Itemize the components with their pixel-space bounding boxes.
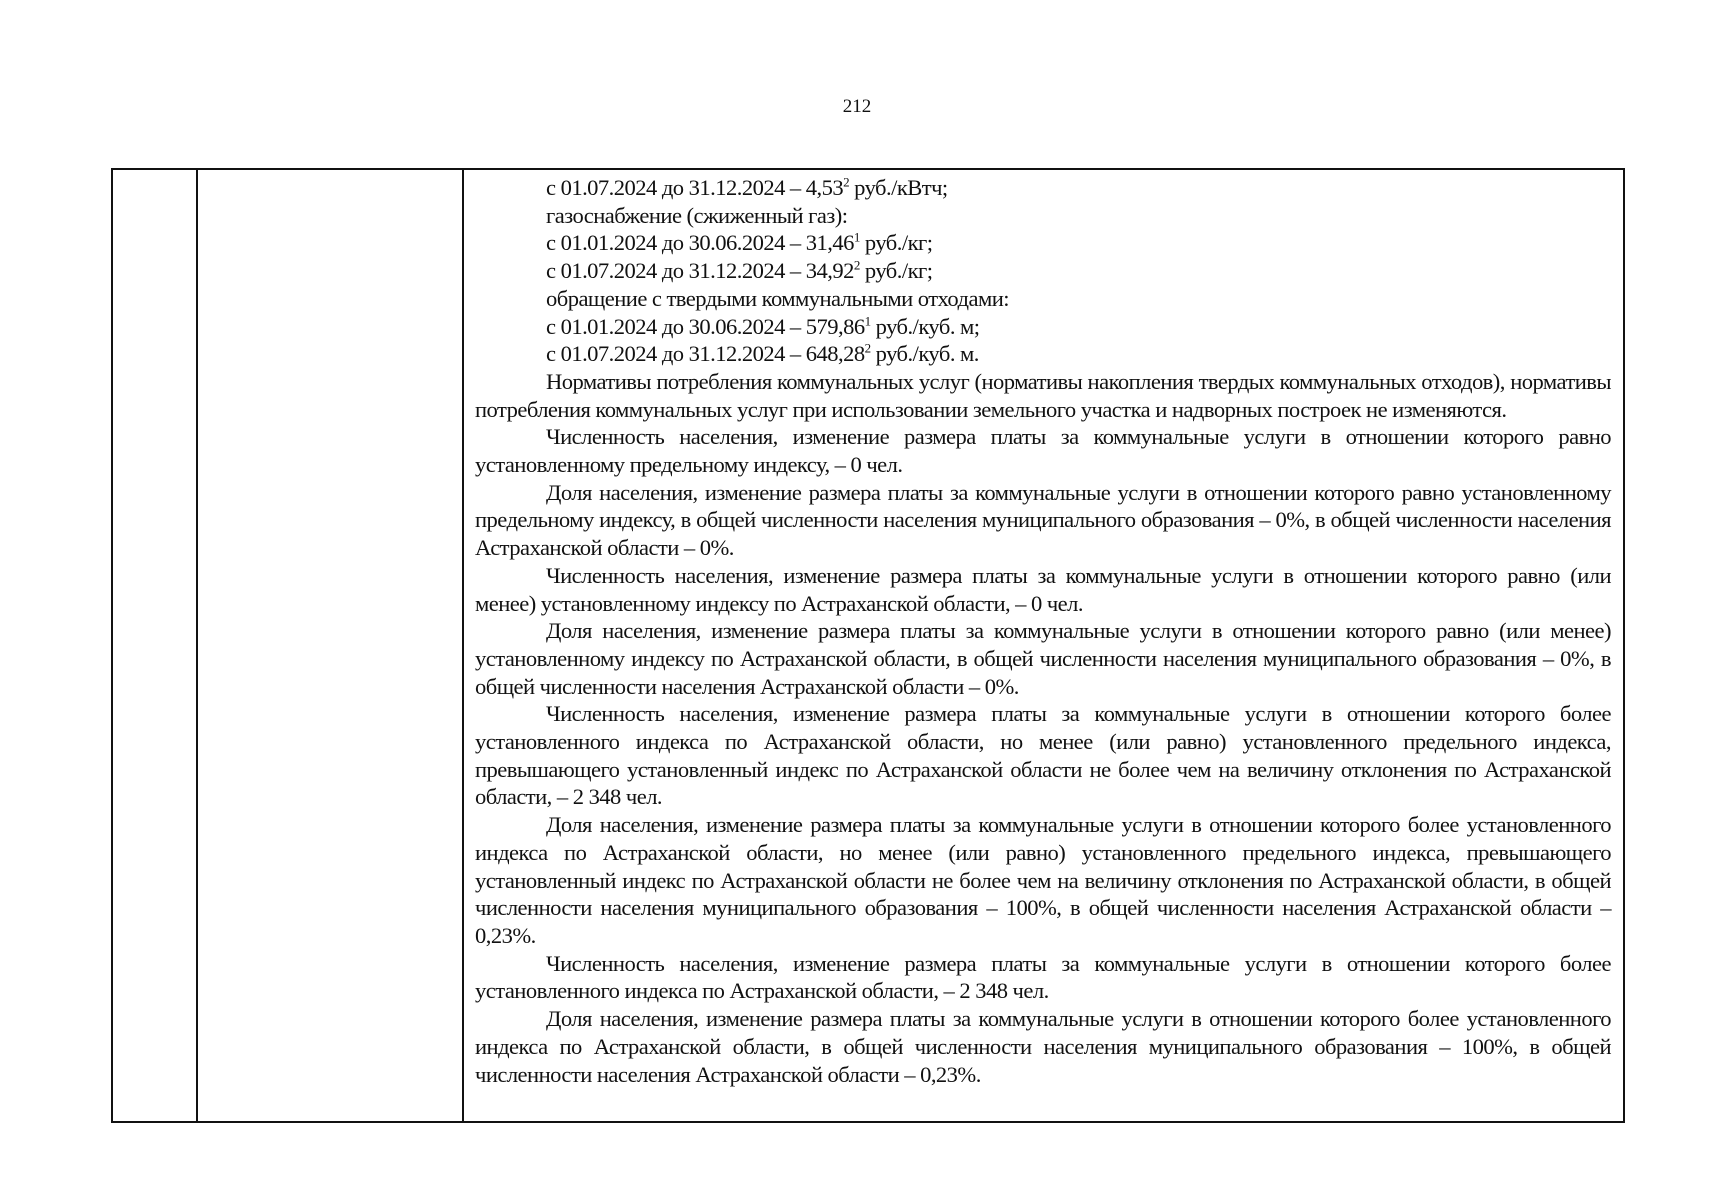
- paragraph: Численность населения, изменение размера платы за коммунальные услуги в отношении которого равно (или менее) установленному индексу по Астраханской области, – 0 чел.: [475, 562, 1611, 616]
- paragraph: Доля населения, изменение размера платы за коммунальные услуги в отношении которого более установленного индекса по Астраханской области, в общей численности населения муниципального образования – 100%, в общей численности населения Астраханской области – 0,23%.: [475, 1006, 1611, 1087]
- table-column-content: [464, 170, 1623, 1121]
- table-column-number: [113, 170, 198, 1121]
- tariff-line: с 01.01.2024 до 30.06.2024 – 31,46$^1$ руб./кг;: [546, 229, 933, 256]
- table-column-name: [198, 170, 464, 1121]
- tariff-line: с 01.07.2024 до 31.12.2024 – 4,53$^2$ руб./кВтч;: [546, 174, 948, 200]
- paragraph: Доля населения, изменение размера платы за коммунальные услуги в отношении которого равно (или менее) установленному индексу по Астраханской области, в общей численности населения муниципального образования – 0%, в общей численности населения Астраханской области – 0%.: [475, 618, 1611, 699]
- document-table: [111, 168, 1625, 1123]
- tariff-line: с 01.01.2024 до 30.06.2024 – 579,86$^1$ руб./куб. м;: [546, 312, 980, 339]
- paragraph: Доля населения, изменение размера платы за коммунальные услуги в отношении которого более установленного индекса по Астраханской области, но менее (или равно) установленного предельного индекса, превышающего установленный индекс по Астраханской области не более чем на величину отклонения по Астраханской области, в общей численности населения муниципального образования – 100%, в общей численности населения Астраханской области – 0,23%.: [475, 812, 1611, 948]
- paragraph: Численность населения, изменение размера платы за коммунальные услуги в отношении которого более установленного индекса по Астраханской области, – 2 348 чел.: [475, 950, 1611, 1004]
- paragraph: Численность населения, изменение размера платы за коммунальные услуги в отношении которого более установленного индекса по Астраханской области, но менее (или равно) установленного предельного индекса, превышающего установленный индекс по Астраханской области не более чем на величину отклонения по Астраханской области, – 2 348 чел.: [475, 701, 1611, 810]
- tariff-line: обращение с твердыми коммунальными отходами:: [546, 285, 1009, 311]
- paragraph: Численность населения, изменение размера платы за коммунальные услуги в отношении которого равно установленному предельному индексу, – 0 чел.: [475, 424, 1611, 478]
- paragraph: Нормативы потребления коммунальных услуг (нормативы накопления твердых коммунальных отходов), нормативы потребления коммунальных услуг при использовании земельного участка и надворных построек не изменяются.: [475, 368, 1611, 422]
- page-number: 212: [842, 96, 872, 117]
- tariff-line: газоснабжение (сжиженный газ):: [546, 202, 848, 228]
- paragraph: Доля населения, изменение размера платы за коммунальные услуги в отношении которого равно установленному предельному индексу, в общей численности населения муниципального образования – 0%, в общей численности населения Астраханской области – 0%.: [475, 479, 1611, 561]
- body-paragraphs: [475, 368, 1611, 1088]
- tariff-line: с 01.07.2024 до 31.12.2024 – 34,92$^2$ руб./кг;: [546, 257, 933, 284]
- tariff-lines: [475, 174, 1611, 368]
- tariff-line: с 01.07.2024 до 31.12.2024 – 648,28$^2$ руб./куб. м.: [546, 340, 979, 367]
